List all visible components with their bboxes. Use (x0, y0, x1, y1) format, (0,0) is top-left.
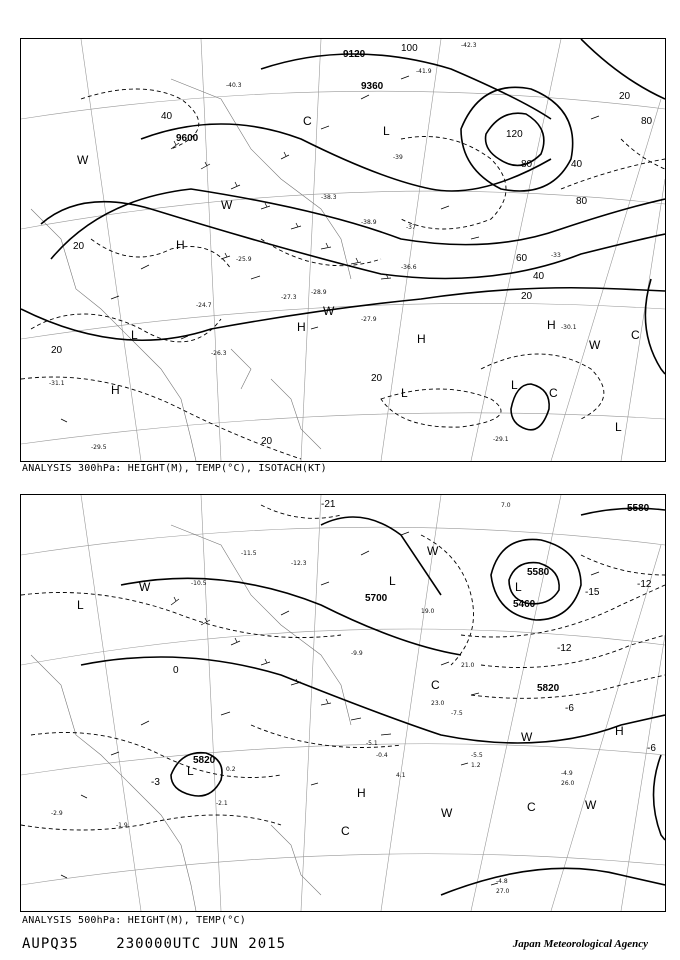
station-value: -10.5 (191, 580, 207, 587)
high-marker: H (417, 332, 426, 346)
warm-marker: W (585, 798, 597, 812)
warm-marker: W (139, 580, 151, 594)
graticule (21, 39, 665, 461)
station-value: -4.9 (561, 770, 573, 777)
temp-label: -6 (647, 743, 656, 754)
cold-marker: C (549, 386, 558, 400)
warm-marker: W (521, 730, 533, 744)
height-label: 9360 (361, 81, 384, 92)
wind-barbs (61, 76, 599, 422)
isotach-label: 80 (521, 159, 533, 170)
temp-label: -21 (321, 499, 336, 510)
map-500hpa (21, 495, 665, 911)
high-marker: H (357, 786, 366, 800)
map-300hpa (21, 39, 665, 461)
low-marker: L (77, 598, 84, 612)
warm-marker: W (323, 304, 335, 318)
isotach-label: 20 (73, 241, 85, 252)
height-contours (81, 508, 665, 895)
station-value: -7.5 (451, 710, 463, 717)
chart-panel-500hpa (20, 494, 666, 912)
station-values (49, 42, 577, 451)
isotach-label: 80 (576, 196, 588, 207)
height-label: 5580 (527, 567, 550, 578)
station-value: -33 (551, 252, 561, 259)
station-value: -2.1 (216, 800, 228, 807)
caption-500hpa: ANALYSIS 500hPa: HEIGHT(M), TEMP(°C) (22, 915, 246, 926)
temp-label: -3 (151, 777, 160, 788)
station-value: -42.3 (461, 42, 477, 49)
temp-labels (151, 499, 656, 788)
station-value: -38.9 (361, 219, 377, 226)
warm-marker: W (77, 153, 89, 167)
high-marker: H (297, 320, 306, 334)
cold-marker: C (631, 328, 640, 342)
cold-marker: C (431, 678, 440, 692)
high-marker: H (547, 318, 556, 332)
cold-marker: C (303, 114, 312, 128)
temp-label: -12 (637, 579, 652, 590)
height-label: 9600 (176, 133, 199, 144)
station-value: -9.9 (351, 650, 363, 657)
isotach-label: 120 (506, 129, 523, 140)
station-value: 1.2 (471, 762, 481, 769)
station-value: -0.4 (376, 752, 388, 759)
station-value: -26.3 (211, 350, 227, 357)
caption-300hpa: ANALYSIS 300hPa: HEIGHT(M), TEMP(°C), ISOTACH(KT) (22, 463, 327, 474)
cold-marker: C (527, 800, 536, 814)
station-value: -29.5 (91, 444, 107, 451)
warm-marker: W (427, 544, 439, 558)
station-value: -28.9 (311, 289, 327, 296)
station-value: -41.9 (416, 68, 432, 75)
station-value: -30.1 (561, 324, 577, 331)
station-value: -25.9 (236, 256, 252, 263)
low-marker: L (615, 420, 622, 434)
height-contours (21, 39, 665, 430)
station-value: -29.1 (493, 436, 509, 443)
station-value: -5.1 (366, 740, 378, 747)
station-value: -2.9 (51, 810, 63, 817)
station-value: -37 (406, 224, 416, 231)
station-value: -24.7 (196, 302, 212, 309)
agency-name: Japan Meteorological Agency (512, 938, 648, 950)
isotach-label: 40 (571, 159, 583, 170)
warm-marker: W (589, 338, 601, 352)
low-marker: L (511, 378, 518, 392)
low-marker: L (401, 386, 408, 400)
isotach-label: 40 (533, 271, 545, 282)
warm-marker: W (221, 198, 233, 212)
temp-label: -6 (565, 703, 574, 714)
station-value: -5.5 (471, 752, 483, 759)
height-label: 5460 (513, 599, 536, 610)
station-value: 26.0 (561, 780, 575, 787)
height-label: 5820 (537, 683, 560, 694)
low-marker: L (515, 580, 522, 594)
isotach-label: 40 (161, 111, 173, 122)
high-marker: H (176, 238, 185, 252)
temp-label: -12 (557, 643, 572, 654)
chart-code: AUPQ35 (22, 936, 79, 952)
station-value: -4.8 (496, 878, 508, 885)
height-label: 9120 (343, 49, 366, 60)
high-marker: H (111, 383, 120, 397)
low-marker: L (389, 574, 396, 588)
station-value: 0.2 (226, 766, 236, 773)
station-value: -36.6 (401, 264, 417, 271)
chart-footer (22, 936, 286, 952)
station-value: -11.5 (241, 550, 257, 557)
warm-marker: W (441, 806, 453, 820)
isotach-label: 80 (641, 116, 653, 127)
station-value: -38.3 (321, 194, 337, 201)
station-value: 21.0 (461, 662, 475, 669)
station-value: -39 (393, 154, 403, 161)
high-marker: H (615, 724, 624, 738)
isotach-label: 100 (401, 43, 418, 54)
temp-label: -15 (585, 587, 600, 598)
station-value: 19.0 (421, 608, 435, 615)
low-marker: L (131, 328, 138, 342)
chart-panel-300hpa (20, 38, 666, 462)
station-value: -31.1 (49, 380, 65, 387)
system-markers (77, 114, 640, 434)
isotach-label: 20 (521, 291, 533, 302)
isotach-label: 20 (371, 373, 383, 384)
station-value: 23.0 (431, 700, 445, 707)
isotach-label: 20 (51, 345, 63, 356)
station-value: 4.1 (396, 772, 406, 779)
station-value: 27.0 (496, 888, 510, 895)
temp-label: 0 (173, 665, 179, 676)
station-value: -27.3 (281, 294, 297, 301)
station-value: 7.0 (501, 502, 511, 509)
valid-time: 230000UTC JUN 2015 (116, 936, 287, 952)
height-label: 5820 (193, 755, 216, 766)
isotach-label: 60 (516, 253, 528, 264)
cold-marker: C (341, 824, 350, 838)
station-value: -1.9 (116, 822, 128, 829)
low-marker: L (383, 124, 390, 138)
isotach-label: 20 (619, 91, 631, 102)
height-label: 5700 (365, 593, 388, 604)
station-value: -40.3 (226, 82, 242, 89)
low-marker: L (187, 764, 194, 778)
height-label: 5580 (627, 503, 650, 514)
isotach-label: 20 (261, 436, 273, 447)
station-value: -12.3 (291, 560, 307, 567)
station-value: -27.9 (361, 316, 377, 323)
